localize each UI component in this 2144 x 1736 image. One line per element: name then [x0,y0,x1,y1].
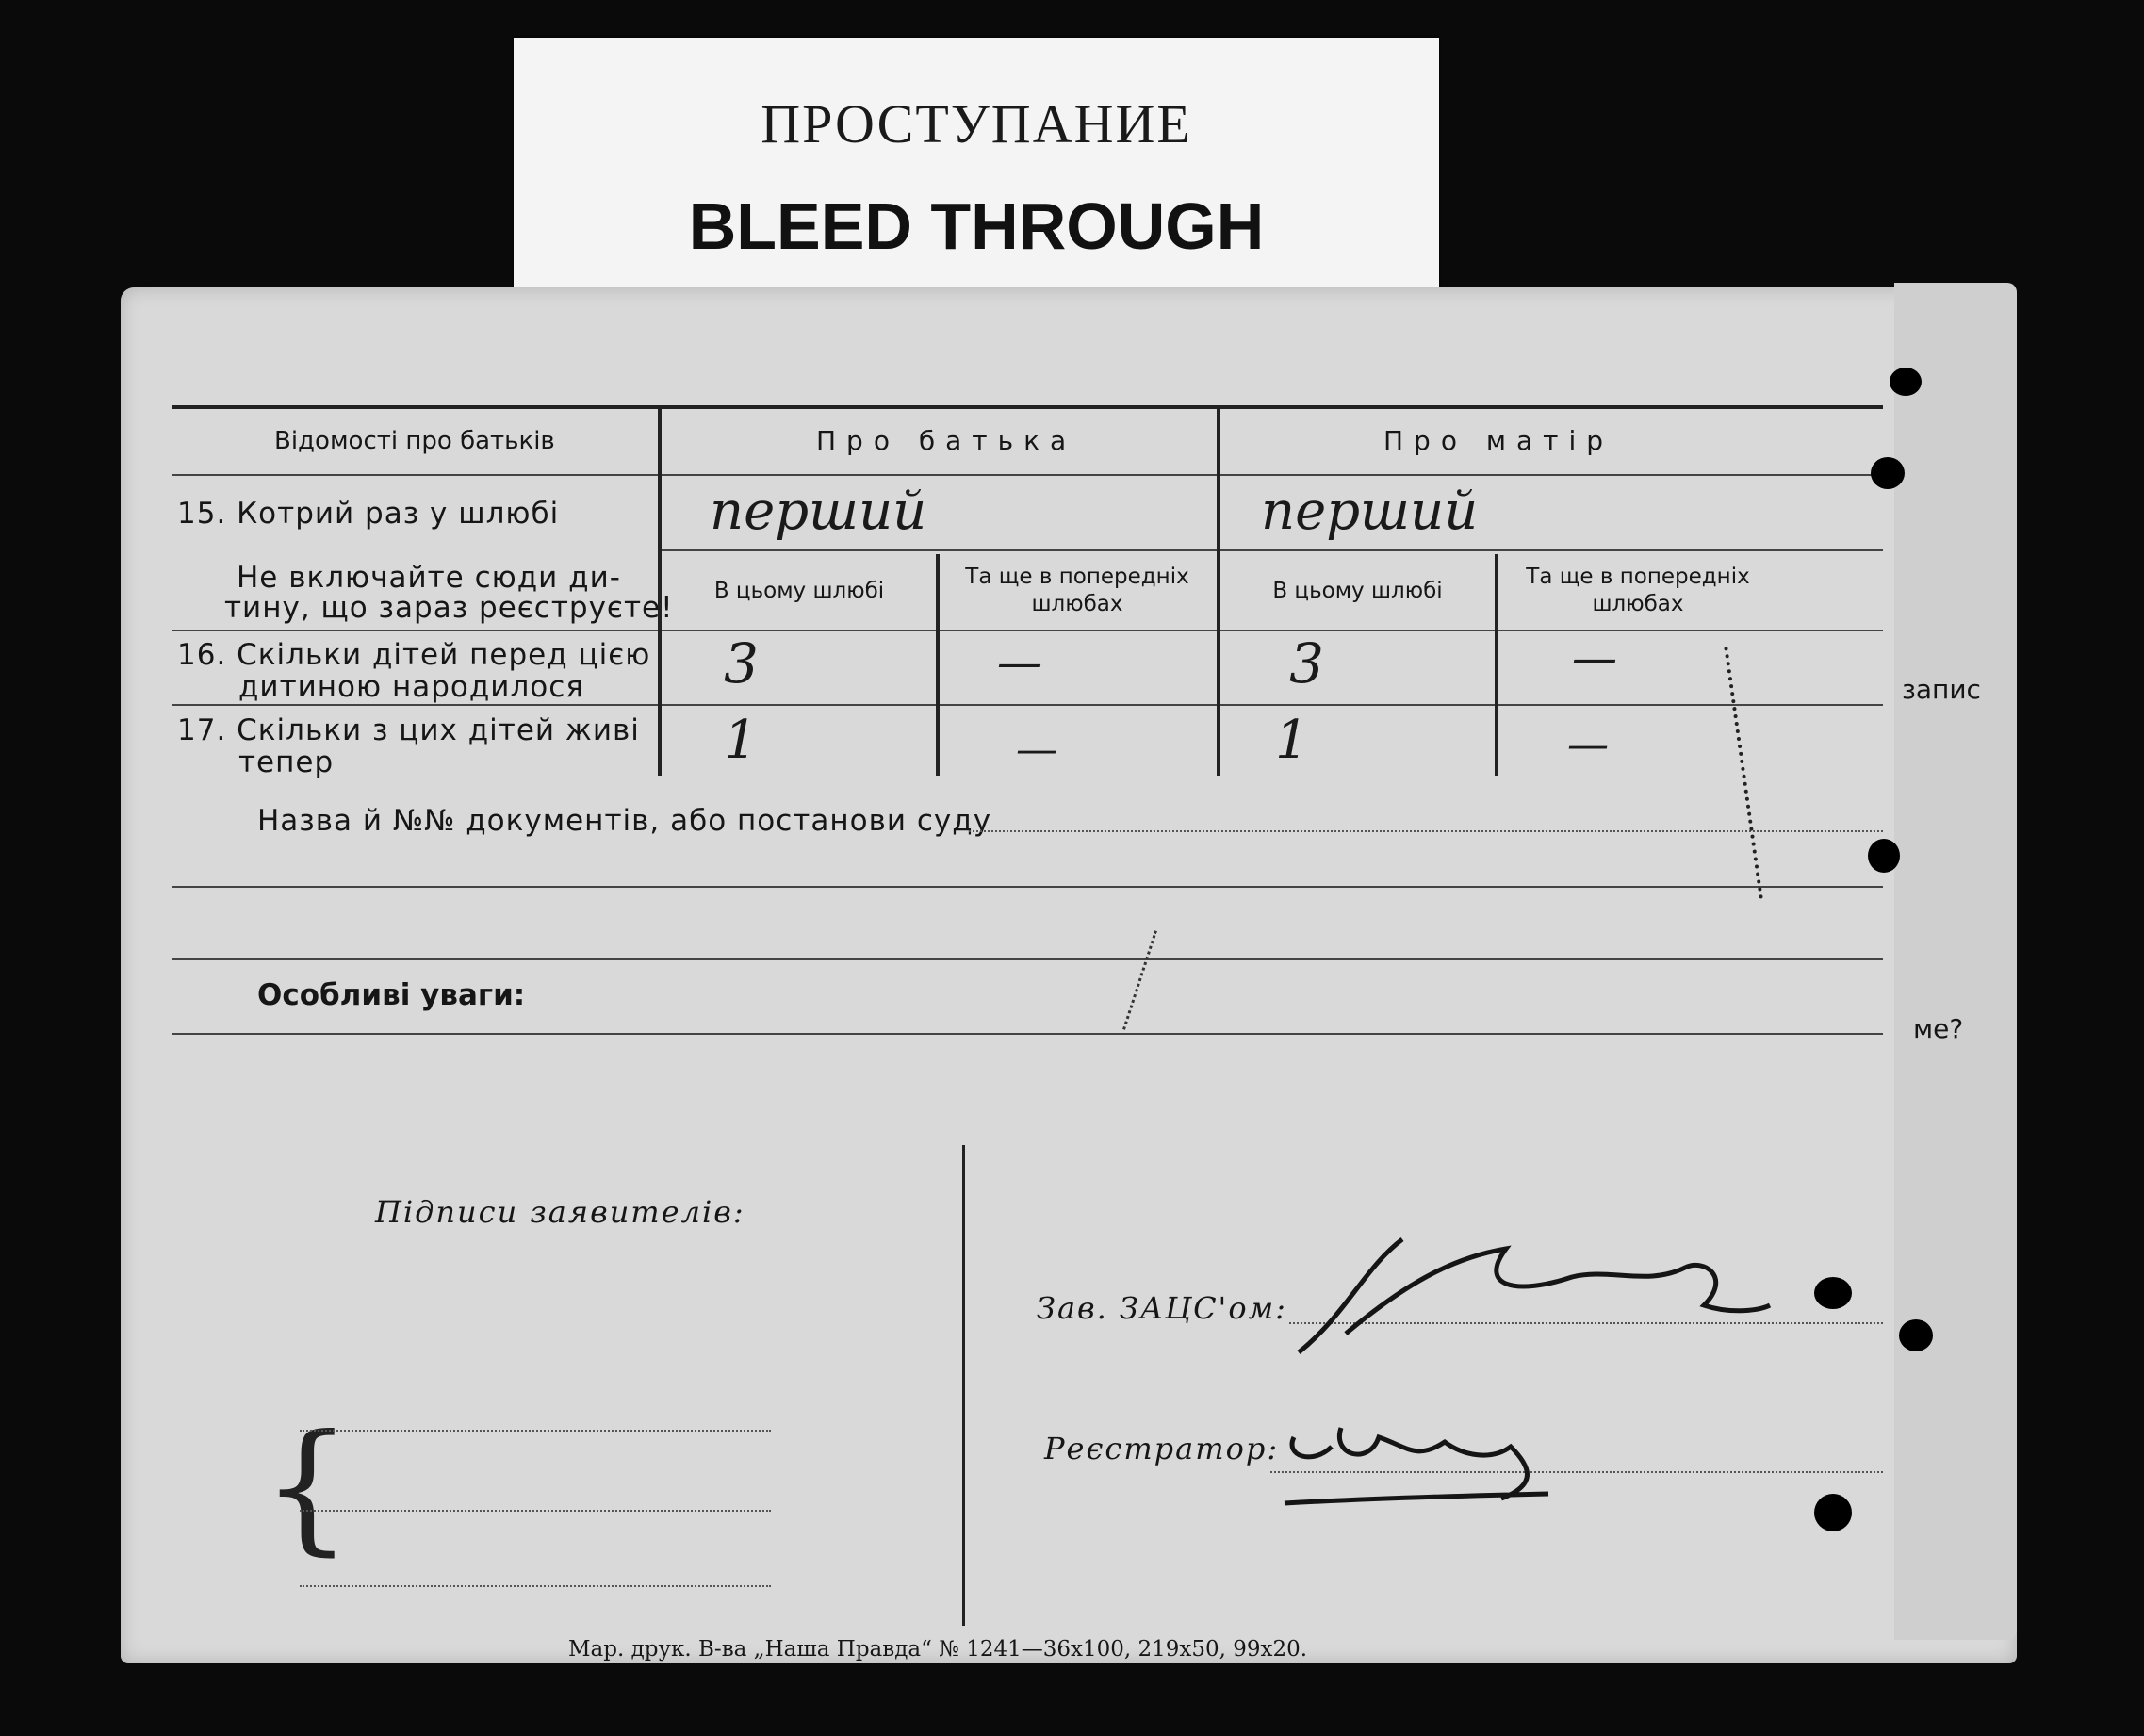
col-parents-header: Відомості про батьків [274,427,555,455]
applicants-signatures-label: Підписи заявителів: [375,1194,745,1230]
edge-text-1: запис [1902,674,1981,705]
mother-children-prev: — [1572,631,1617,684]
father-children-prev: — [997,636,1042,689]
label-line-en: BLEED THROUGH [688,189,1265,263]
col-divider-father-sub [936,554,940,776]
father-alive-this: 1 [724,710,758,771]
mother-sub-this: В цьому шлюбі [1272,579,1443,603]
row16-line2: дитиною народилося [238,670,584,704]
registrar-signature [1275,1409,1586,1522]
subheader-rule [172,630,1883,631]
documents-dotted-line [969,830,1883,832]
underlying-page-edge [1894,283,2017,1640]
punch-hole [1814,1494,1852,1531]
record-card [121,287,2017,1663]
father-sub-previous: Та ще в попередніх шлюбах [965,565,1189,616]
table-header-rule [172,474,1883,476]
applicant-line-3 [300,1585,771,1587]
col-divider-mother-sub [1495,554,1498,776]
punch-hole [1868,839,1900,873]
col-father-header: Про батька [816,425,1077,456]
documents-line-3 [172,958,1883,960]
mother-children-this: 3 [1289,631,1324,696]
label-line-ru: ПРОСТУПАНИЕ [761,93,1192,155]
head-of-registry-label: Зав. ЗАЦС'ом: [1037,1290,1287,1326]
father-alive-prev: — [1016,726,1057,774]
bleed-through-mark [1724,647,1763,899]
mother-sub-previous: Та ще в попередніх шлюбах [1526,565,1750,616]
row16-rule [172,704,1883,706]
punch-hole [1899,1319,1933,1351]
punch-hole [1871,457,1905,489]
applicant-line-1 [300,1430,771,1432]
printer-footer: Мар. друк. В-ва „Наша Правда“ № 1241—36х100, 219х50, 99х20. [568,1637,1308,1662]
applicants-bracket: { [262,1405,352,1569]
col-mother-header: Про матір [1383,425,1614,456]
remarks-label: Особливі уваги: [257,978,526,1012]
note-line2: тину, що зараз реєструєте! [224,591,674,625]
father-children-this: 3 [724,631,759,696]
mother-alive-this: 1 [1275,710,1309,771]
row17-line2: тепер [238,745,335,779]
edge-text-2: ме? [1913,1013,1964,1044]
signature-divider [962,1145,965,1626]
remarks-line [172,1033,1883,1035]
punch-hole [1890,368,1922,396]
col-divider-2 [1217,405,1220,776]
head-signature [1289,1230,1779,1362]
father-sub-this: В цьому шлюбі [713,579,885,603]
note-line1: Не включайте сюди ди- [237,561,621,595]
punch-hole [1814,1277,1852,1309]
father-times-entry: перший [710,481,927,542]
row15-label: 15. Котрий раз у шлюбі [177,497,560,531]
bleed-through-mark-2 [1122,930,1157,1030]
row17-line1: 17. Скільки з цих дітей живі [177,713,640,747]
row16-line1: 16. Скільки дітей перед цією [177,638,651,672]
documents-line-2 [172,886,1883,888]
documents-label: Назва й №№ документів, або постанови суду [257,804,992,838]
bleed-through-label [514,38,1439,290]
mother-alive-prev: — [1567,721,1609,769]
mother-times-entry: перший [1261,481,1479,542]
row15-rule [658,549,1883,551]
table-top-rule [172,405,1883,409]
registrar-label: Реєстратор: [1044,1431,1280,1466]
applicant-line-2 [300,1510,771,1512]
